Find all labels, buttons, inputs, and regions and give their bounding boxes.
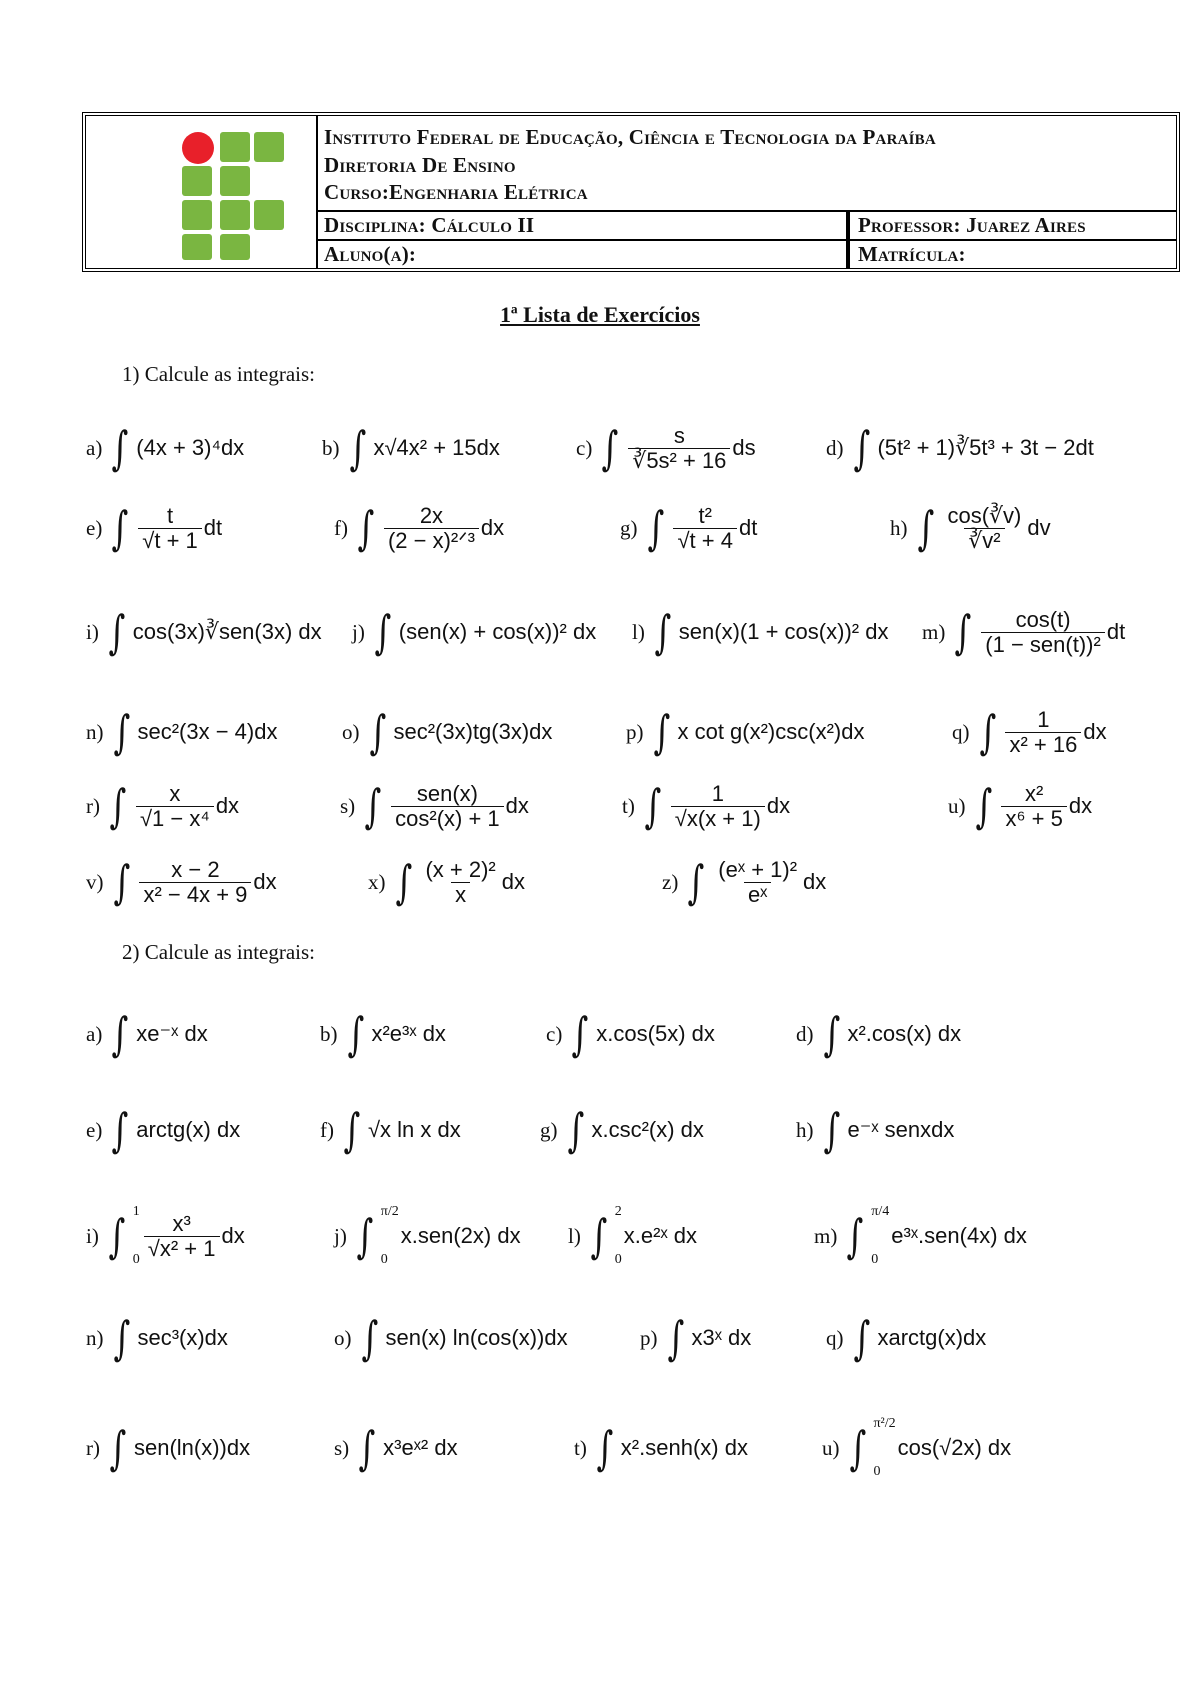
integral-sign: ∫	[113, 1311, 130, 1365]
exercise-2h: h) ∫ e⁻ˣ senxdx	[796, 1103, 955, 1157]
integral-sign: ∫	[667, 1311, 684, 1365]
exercise-1f: f) ∫ $\frac{2x}{\text{(2 − x)²ᐟ³}}$ dx	[334, 501, 505, 555]
exercise-1a: a) ∫ (4x + 3)⁴dx	[86, 421, 245, 475]
exercise-1x: x) ∫ $\frac{\text{(x + 2)²}}{x}$ dx	[368, 855, 526, 909]
institute-logo	[180, 130, 290, 260]
integral-sign: ∫	[975, 779, 992, 833]
exercise-1j: j) ∫ (sen(x) + cos(x))² dx	[352, 605, 597, 659]
exercise-2s: s) ∫ x³eˣ² dx	[334, 1421, 458, 1475]
student-row	[318, 239, 1176, 268]
integral-sign: ∫	[356, 1209, 374, 1263]
page-title: 1ª Lista de Exercícios	[500, 302, 700, 327]
exercise-2g: g) ∫ x.csc²(x) dx	[540, 1103, 704, 1157]
integral-sign: ∫	[349, 421, 366, 475]
integral-sign: ∫	[111, 1103, 129, 1157]
integral-sign: ∫	[395, 855, 412, 909]
exercise-2l: l) ∫ 2 0 x.e²ˣ dx	[568, 1204, 698, 1267]
integral-sign: ∫	[596, 1421, 614, 1475]
exercise-1n: n) ∫ sec²(3x − 4)dx	[86, 705, 278, 759]
integral-sign: ∫	[364, 779, 382, 833]
exercise-2f: f) ∫ √x ln x dx	[320, 1103, 461, 1157]
integral-sign: ∫	[108, 605, 126, 659]
section-1-heading: 1) Calcule as integrais:	[122, 362, 316, 386]
integral-bounds: π²/2 0	[873, 1416, 896, 1479]
course: Curso:Engenharia Elétrica	[324, 180, 588, 204]
integral-sign: ∫	[358, 1421, 376, 1475]
exercise-1l: l) ∫ sen(x)(1 + cos(x))² dx	[632, 605, 889, 659]
integral-sign: ∫	[113, 855, 130, 909]
section-2-heading: 2) Calcule as integrais:	[122, 940, 316, 964]
integral-bounds: 2 0	[614, 1204, 622, 1267]
exercise-1i: i) ∫ cos(3x)∛sen(3x) dx	[86, 605, 322, 659]
exercise-2t: t) ∫ x².senh(x) dx	[574, 1421, 748, 1475]
institute-name: Instituto Federal de Educação, Ciência e Tecnologia da Paraíba	[324, 125, 936, 149]
integral-sign: ∫	[644, 779, 662, 833]
integral-sign: ∫	[108, 1209, 126, 1263]
integral-sign: ∫	[653, 705, 670, 759]
exercise-2u: u) ∫ π²/2 0 cos(√2x) dx	[822, 1416, 1012, 1479]
integral-sign: ∫	[979, 705, 996, 759]
exercise-2q: q) ∫ xarctg(x)dx	[826, 1311, 987, 1365]
exercise-2b: b) ∫ x²e³ˣ dx	[320, 1007, 446, 1061]
integral-sign: ∫	[647, 501, 664, 555]
integral-sign: ∫	[571, 1007, 589, 1061]
registration-field: Matrícula:	[858, 242, 966, 266]
exercise-2e: e) ∫ arctg(x) dx	[86, 1103, 241, 1157]
integral-sign: ∫	[917, 501, 934, 555]
integral-sign: ∫	[374, 605, 392, 659]
exercise-1r: r) ∫ $\frac{x}{\text{√1 − x⁴}}$ dx	[86, 779, 240, 833]
exercise-1g: g) ∫ $\frac{\text{t²}}{√t + 4}$ dt	[620, 501, 758, 555]
integral-sign: ∫	[361, 1311, 378, 1365]
exercise-2a: a) ∫ xe⁻ˣ dx	[86, 1007, 208, 1061]
exercise-2n: n) ∫ sec³(x)dx	[86, 1311, 228, 1365]
integral-sign: ∫	[111, 421, 129, 475]
professor: Professor: Juarez Aires	[858, 213, 1086, 237]
integral-bounds: π/4 0	[871, 1204, 890, 1267]
integral-sign: ∫	[687, 855, 705, 909]
integral-sign: ∫	[347, 1007, 364, 1061]
exercise-1p: p) ∫ x cot g(x²)csc(x²)dx	[626, 705, 865, 759]
exercise-1d: d) ∫ (5t² + 1)∛5t³ + 3t − 2dt	[826, 421, 1094, 475]
integral-sign: ∫	[567, 1103, 584, 1157]
integral-sign: ∫	[601, 421, 619, 475]
student-field: Aluno(a):	[324, 242, 417, 266]
integral-sign: ∫	[853, 1311, 870, 1365]
integral-sign: ∫	[849, 1421, 866, 1475]
info-cell	[318, 116, 1176, 268]
integral-sign: ∫	[343, 1103, 361, 1157]
integral-sign: ∫	[846, 1209, 864, 1263]
exercise-1m: m) ∫ $\frac{\cos(t)}{\text{(1 − sen(t))²}}$ dt	[922, 605, 1126, 659]
exercise-1h: h) ∫ $\frac{\cos(∛v)}{\text{∛v²}}$ dv	[890, 501, 1051, 555]
exercise-1o: o) ∫ sec²(3x)tg(3x)dx	[342, 705, 553, 759]
exercise-1c: c) ∫ $\frac{s}{\text{∛5s² + 16}}$ ds	[576, 421, 756, 475]
integral-sign: ∫	[113, 705, 130, 759]
discipline-row	[318, 210, 1176, 239]
exercise-1e: e) ∫ $\frac{t}{√t + 1}$ dt	[86, 501, 223, 555]
exercise-2c: c) ∫ x.cos(5x) dx	[546, 1007, 715, 1061]
directorate: Diretoria De Ensino	[324, 153, 516, 177]
exercise-1u: u) ∫ $\frac{\text{x²}}{\text{x⁶ + 5}}$ dx	[948, 779, 1093, 833]
integral-sign: ∫	[357, 501, 375, 555]
exercise-2i: i) ∫ 1 0 $\frac{\text{x³}}{\text{√x² + 1}}$ dx	[86, 1204, 245, 1267]
exercise-1s: s) ∫ $\frac{\text{sen(x)}}{\text{cos²(x) + 1}}$ dx	[340, 779, 529, 833]
discipline: Disciplina: Cálculo II	[324, 213, 535, 237]
integral-sign: ∫	[369, 705, 386, 759]
exercise-2m: m) ∫ π/4 0 e³ˣ.sen(4x) dx	[814, 1204, 1027, 1267]
integral-bounds: π/2 0	[380, 1204, 399, 1267]
integral-sign: ∫	[853, 421, 870, 475]
exercise-2p: p) ∫ x3ˣ dx	[640, 1311, 752, 1365]
exercise-1z: z) ∫ $\frac{\text{(eˣ + 1)²}}{\text{eˣ}}$ dx	[662, 855, 827, 909]
integral-bounds: 1 0	[132, 1204, 140, 1267]
integral-sign: ∫	[823, 1103, 840, 1157]
exercise-2j: j) ∫ π/2 0 x.sen(2x) dx	[334, 1204, 521, 1267]
exercise-2o: o) ∫ sen(x) ln(cos(x))dx	[334, 1311, 568, 1365]
integral-sign: ∫	[654, 605, 672, 659]
exercise-2d: d) ∫ x².cos(x) dx	[796, 1007, 962, 1061]
logo-cell	[86, 116, 318, 268]
exercise-1q: q) ∫ $\frac{1}{\text{x² + 16}}$ dx	[952, 705, 1107, 759]
integral-sign: ∫	[954, 605, 972, 659]
integral-sign: ∫	[109, 779, 127, 833]
integral-sign: ∫	[823, 1007, 840, 1061]
exercise-1v: v) ∫ $\frac{x - 2}{\text{x² − 4x + 9}}$ dx	[86, 855, 277, 909]
integral-sign: ∫	[109, 1421, 127, 1475]
integral-sign: ∫	[111, 501, 129, 555]
column-divider	[846, 210, 850, 268]
header-table	[82, 112, 1180, 272]
integral-sign: ∫	[590, 1209, 608, 1263]
exercise-1t: t) ∫ $\frac{1}{√x(x + 1)}$ dx	[622, 779, 791, 833]
exercise-2r: r) ∫ sen(ln(x))dx	[86, 1421, 251, 1475]
exercise-1b: b) ∫ x√4x² + 15dx	[322, 421, 500, 475]
integral-sign: ∫	[111, 1007, 129, 1061]
